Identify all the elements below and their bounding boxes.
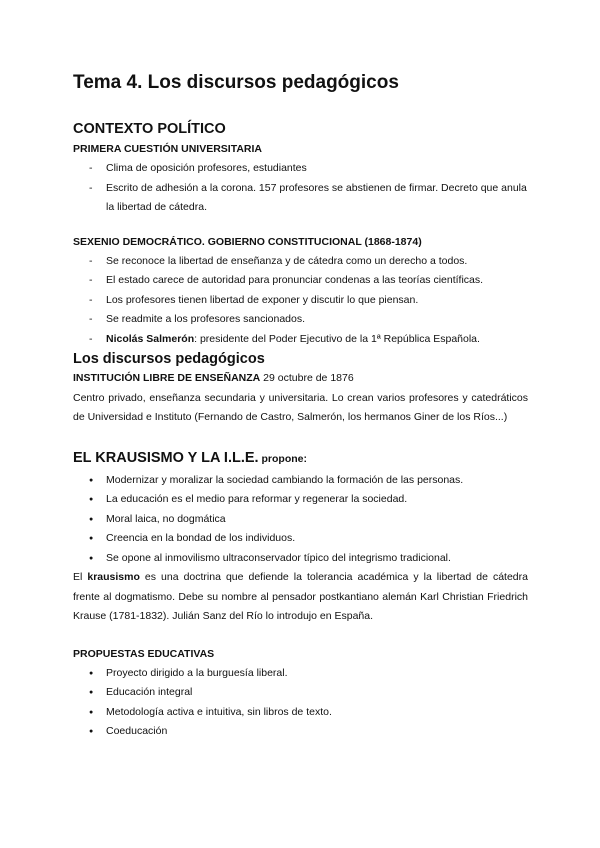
list-item: - Se reconoce la libertad de enseñanza y de cátedra como un derecho a todos. <box>73 252 528 272</box>
ile-date: 29 octubre de 1876 <box>260 372 354 384</box>
list-item: - Los profesores tienen libertad de exponer y discutir lo que piensan. <box>73 291 528 311</box>
list-item: ● Educación integral <box>73 683 528 703</box>
list-item: ● Metodología activa e intuitiva, sin libros de texto. <box>73 703 528 723</box>
krausismo-paragraph <box>73 568 528 627</box>
list-item: - El estado carece de autoridad para pronunciar condenas a las teorías científicas. <box>73 271 528 291</box>
sexenio-list <box>73 252 528 350</box>
propuestas-list <box>73 664 528 742</box>
discursos-heading: Los discursos pedagógicos <box>73 351 265 367</box>
document-body <box>73 70 528 742</box>
krausismo-para-rest: es una doctrina que defiende la tolerancia académica y la libertad de cátedra frente al dogmatismo. Debe su nombre al pensador postkantiano alemán Karl Christian Friedrich Krause (1781-1832). Julián Sanz del Río lo introdujo en España. <box>73 571 528 622</box>
list-item <box>73 330 528 350</box>
list-item: ● Proyecto dirigido a la burguesía liberal. <box>73 664 528 684</box>
ile-name: INSTITUCIÓN LIBRE DE ENSEÑANZA <box>73 372 261 384</box>
krausismo-list <box>73 471 528 569</box>
krausismo-para-prefix: El <box>73 571 88 583</box>
page-title: Tema 4. Los discursos pedagógicos <box>73 72 399 93</box>
list-item: ● La educación es el medio para reformar y regenerar la sociedad. <box>73 490 528 510</box>
salmeron-name: Nicolás Salmerón <box>106 332 195 345</box>
list-item: - Escrito de adhesión a la corona. 157 profesores se abstienen de firmar. Decreto que anula la libertad de cátedra. <box>73 179 528 218</box>
list-item: ● Creencia en la bondad de los individuos. <box>73 529 528 549</box>
ile-heading-line <box>73 369 528 389</box>
primera-cuestion-heading: PRIMERA CUESTIÓN UNIVERSITARIA <box>73 143 263 155</box>
contexto-heading: CONTEXTO POLÍTICO <box>73 121 226 137</box>
list-item: - Clima de oposición profesores, estudiantes <box>73 159 528 179</box>
sexenio-heading: SEXENIO DEMOCRÁTICO. GOBIERNO CONSTITUCIONAL (1868-1874) <box>73 235 422 248</box>
list-item: - Se readmite a los profesores sancionados. <box>73 310 528 330</box>
list-item: ● Modernizar y moralizar la sociedad cambiando la formación de las personas. <box>73 471 528 491</box>
krausismo-term: krausismo <box>87 571 140 583</box>
krausismo-heading-suffix: propone: <box>258 452 307 465</box>
list-item: ● Se opone al inmovilismo ultraconservador típico del integrismo tradicional. <box>73 549 528 569</box>
primera-cuestion-list <box>73 159 528 218</box>
list-item: ● Coeducación <box>73 722 528 742</box>
salmeron-desc: : presidente del Poder Ejecutivo de la 1ª República Española. <box>194 332 480 345</box>
list-item: ● Moral laica, no dogmática <box>73 510 528 530</box>
krausismo-heading <box>73 448 528 469</box>
krausismo-heading-text: EL KRAUSISMO Y LA I.L.E. <box>73 449 259 466</box>
propuestas-heading: PROPUESTAS EDUCATIVAS <box>73 647 215 660</box>
ile-description: Centro privado, enseñanza secundaria y universitaria. Lo crean varios profesores y catedráticos de Universidad e Instituto (Fernando de Castro, Salmerón, los hermanos Giner de los Ríos...) <box>73 391 528 423</box>
